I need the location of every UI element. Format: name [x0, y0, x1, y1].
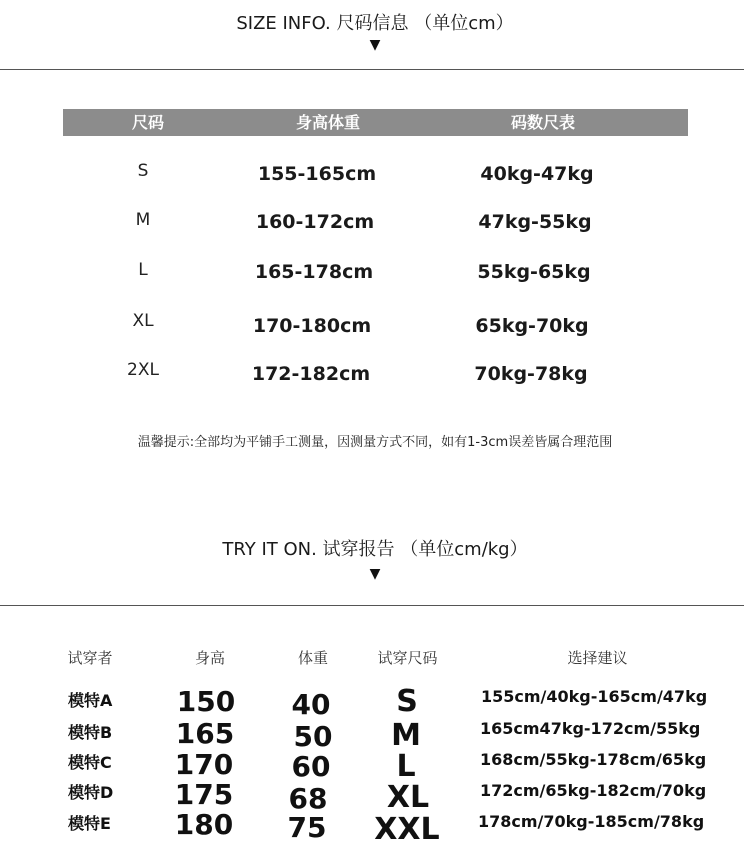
header-size: 尺码 [131, 113, 164, 132]
size-row-height: 170-180cm [252, 315, 372, 337]
model-weight: 75 [287, 811, 327, 844]
model-weight: 68 [288, 782, 328, 815]
model-weight: 50 [293, 720, 333, 753]
try-on-divider [0, 605, 744, 606]
size-row-weight: 40kg-47kg [480, 163, 594, 185]
model-name: 模特D [68, 783, 114, 802]
size-row-weight: 55kg-65kg [477, 261, 591, 283]
header-try-size: 试穿尺码 [377, 649, 438, 667]
header-suggestion: 选择建议 [567, 649, 628, 667]
model-weight: 40 [291, 688, 331, 721]
try-on-title: TRY IT ON. 试穿报告 （单位cm/kg） [222, 539, 528, 560]
model-suggestion: 165cm47kg-172cm/55kg [480, 719, 701, 738]
size-row-weight: 70kg-78kg [474, 363, 588, 385]
size-table-header [63, 109, 688, 136]
model-height: 165 [175, 717, 235, 750]
model-height: 180 [174, 808, 234, 841]
header-tester: 试穿者 [67, 649, 113, 667]
try-on-arrow-icon: ▼ [369, 566, 381, 582]
model-size: XXL [374, 812, 440, 847]
size-row-size: XL [132, 311, 154, 331]
size-row-size: L [138, 260, 148, 280]
size-row-weight: 65kg-70kg [475, 315, 589, 337]
model-name: 模特B [68, 723, 113, 742]
header-weight: 体重 [297, 649, 328, 667]
model-height: 150 [176, 685, 236, 718]
size-row-size: S [137, 161, 149, 181]
size-info-title: SIZE INFO. 尺码信息 （单位cm） [236, 13, 514, 34]
model-weight: 60 [291, 750, 331, 783]
size-row-height: 172-182cm [251, 363, 371, 385]
size-info-divider [0, 69, 744, 70]
size-info-arrow-icon: ▼ [369, 37, 381, 53]
model-suggestion: 172cm/65kg-182cm/70kg [480, 781, 707, 800]
model-size: S [396, 684, 418, 719]
size-row-height: 155-165cm [257, 163, 377, 185]
model-name: 模特A [68, 691, 113, 710]
header-size-chart: 码数尺表 [510, 113, 575, 132]
header-height-weight: 身高体重 [295, 113, 360, 132]
size-row-weight: 47kg-55kg [478, 211, 592, 233]
model-name: 模特E [68, 814, 111, 833]
model-suggestion: 178cm/70kg-185cm/78kg [478, 812, 705, 831]
measurement-tip: 温馨提示:全部均为平铺手工测量，因测量方式不同，如有1-3cm误差皆属合理范围 [137, 435, 613, 450]
model-height: 175 [174, 778, 234, 811]
model-size: L [396, 749, 416, 784]
model-size: M [391, 718, 421, 753]
size-row-height: 160-172cm [255, 211, 375, 233]
model-name: 模特C [68, 753, 112, 772]
model-suggestion: 168cm/55kg-178cm/65kg [480, 750, 707, 769]
size-row-size: M [135, 210, 151, 230]
size-row-height: 165-178cm [254, 261, 374, 283]
header-height: 身高 [194, 649, 225, 667]
model-height: 170 [174, 748, 234, 781]
model-size: XL [386, 780, 430, 815]
size-row-size: 2XL [127, 360, 159, 380]
model-suggestion: 155cm/40kg-165cm/47kg [481, 687, 708, 706]
